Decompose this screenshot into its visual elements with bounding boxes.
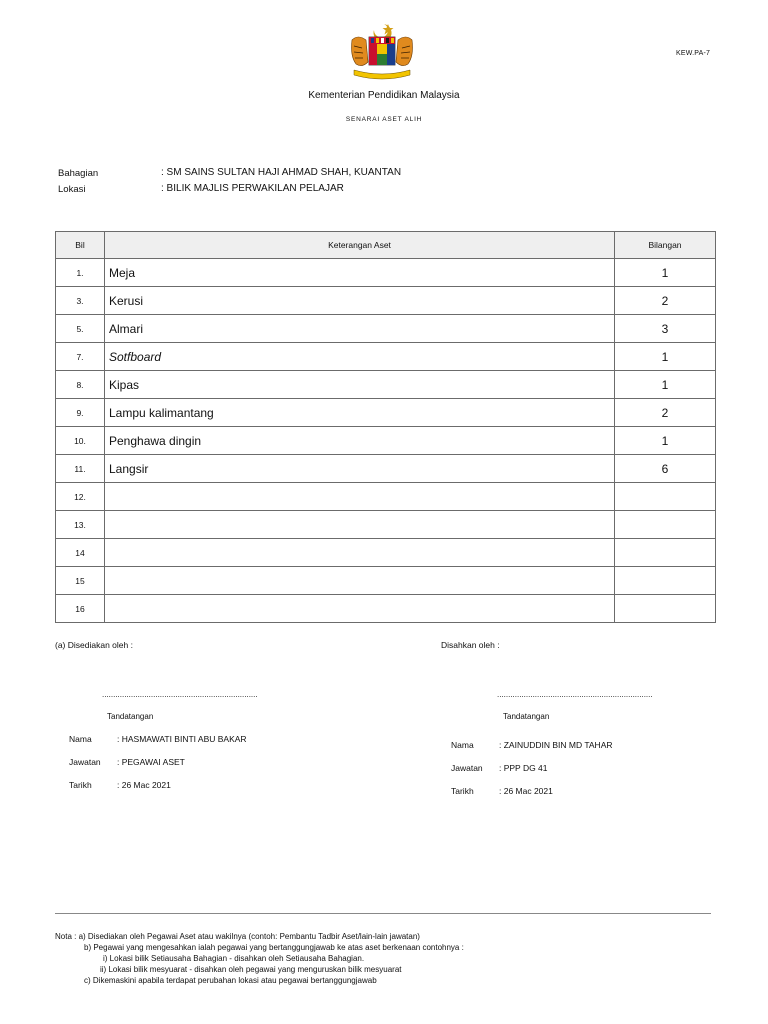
row-quantity: 1 [615, 427, 716, 455]
prepared-tarikh-label: Tarikh [69, 780, 92, 790]
row-quantity [615, 511, 716, 539]
prepared-nama-value: : HASMAWATI BINTI ABU BAKAR [117, 734, 247, 744]
header-bil: Bil [56, 232, 105, 259]
row-quantity: 1 [615, 343, 716, 371]
lokasi-value: : BILIK MAJLIS PERWAKILAN PELAJAR [161, 183, 344, 194]
prepared-signature-line: ...................................................................... [102, 690, 258, 699]
table-row [56, 343, 716, 371]
prepared-tarikh-row [69, 780, 171, 790]
table-row [56, 455, 716, 483]
row-number: 3. [56, 287, 105, 315]
row-description: Langsir [105, 455, 615, 483]
note-line: c) Dikemaskini apabila terdapat perubahan lokasi atau pegawai bertanggungjawab [84, 976, 377, 985]
prepared-jawatan-row [69, 757, 185, 767]
approved-jawatan-value: : PPP DG 41 [499, 763, 548, 773]
approved-tarikh-label: Tarikh [451, 786, 474, 796]
document-title: SENARAI ASET ALIH [345, 116, 423, 123]
row-number: 16 [56, 595, 105, 623]
prepared-jawatan-label: Jawatan [69, 757, 101, 767]
row-number: 14 [56, 539, 105, 567]
row-number: 1. [56, 259, 105, 287]
approved-by-heading: Disahkan oleh : [441, 640, 500, 650]
form-code: KEW.PA-7 [676, 50, 711, 57]
table-row [56, 287, 716, 315]
prepared-tarikh-value: : 26 Mac 2021 [117, 780, 171, 790]
row-description [105, 595, 615, 623]
row-number: 7. [56, 343, 105, 371]
table-row [56, 511, 716, 539]
bahagian-value: : SM SAINS SULTAN HAJI AHMAD SHAH, KUANTAN [161, 167, 402, 178]
note-line: Nota : a) Disediakan oleh Pegawai Aset atau wakilnya (contoh: Pembantu Tadbir Aset/lain-lain jawatan) [55, 932, 420, 941]
row-quantity [615, 483, 716, 511]
table-row [56, 595, 716, 623]
table-row [56, 399, 716, 427]
approved-nama-label: Nama [451, 740, 474, 750]
notes-block [55, 931, 735, 986]
table-row [56, 259, 716, 287]
prepared-jawatan-value: : PEGAWAI ASET [117, 757, 185, 767]
approved-nama-row [451, 740, 613, 750]
row-quantity: 1 [615, 259, 716, 287]
table-header-row [56, 232, 716, 259]
note-line: ii) Lokasi bilik mesyuarat - disahkan oleh pegawai yang menguruskan bilik mesyuarat [100, 965, 402, 974]
row-description: Sotfboard [105, 343, 615, 371]
row-description: Meja [105, 259, 615, 287]
prepared-signature-label: Tandatangan [107, 712, 154, 721]
row-number: 15 [56, 567, 105, 595]
approved-signature-label: Tandatangan [503, 712, 550, 721]
row-quantity: 1 [615, 371, 716, 399]
row-number: 10. [56, 427, 105, 455]
row-quantity [615, 567, 716, 595]
approved-nama-value: : ZAINUDDIN BIN MD TAHAR [499, 740, 613, 750]
row-description: Penghawa dingin [105, 427, 615, 455]
row-description: Lampu kalimantang [105, 399, 615, 427]
row-description [105, 539, 615, 567]
approved-jawatan-row [451, 763, 548, 773]
row-description [105, 511, 615, 539]
row-number: 5. [56, 315, 105, 343]
table-row [56, 315, 716, 343]
row-quantity: 2 [615, 399, 716, 427]
bahagian-label: Bahagian [58, 168, 99, 179]
notes-divider [55, 913, 711, 914]
table-row [56, 427, 716, 455]
row-description [105, 483, 615, 511]
prepared-nama-label: Nama [69, 734, 92, 744]
table-row [56, 371, 716, 399]
note-line: i) Lokasi bilik Setiausaha Bahagian - disahkan oleh Setiausaha Bahagian. [103, 954, 365, 963]
row-quantity: 3 [615, 315, 716, 343]
row-description: Kerusi [105, 287, 615, 315]
row-description: Almari [105, 315, 615, 343]
prepared-by-heading: (a) Disediakan oleh : [55, 640, 133, 650]
row-quantity: 6 [615, 455, 716, 483]
row-number: 13. [56, 511, 105, 539]
note-line: b) Pegawai yang mengesahkan ialah pegawai yang bertanggungjawab ke atas aset berkenaan contohnya : [84, 943, 464, 952]
header-keterangan: Keterangan Aset [105, 232, 615, 259]
header-bilangan: Bilangan [615, 232, 716, 259]
approved-jawatan-label: Jawatan [451, 763, 483, 773]
table-row [56, 539, 716, 567]
approved-tarikh-row [451, 786, 553, 796]
table-row [56, 567, 716, 595]
approved-tarikh-value: : 26 Mac 2021 [499, 786, 553, 796]
lokasi-label: Lokasi [58, 184, 86, 195]
approved-signature-line: ...................................................................... [497, 690, 653, 699]
row-number: 12. [56, 483, 105, 511]
row-quantity [615, 539, 716, 567]
coat-of-arms-icon [340, 20, 424, 82]
table-row [56, 483, 716, 511]
row-number: 11. [56, 455, 105, 483]
row-quantity [615, 595, 716, 623]
row-number: 9. [56, 399, 105, 427]
asset-table [55, 231, 716, 623]
row-quantity: 2 [615, 287, 716, 315]
row-number: 8. [56, 371, 105, 399]
row-description [105, 567, 615, 595]
prepared-nama-row [69, 734, 247, 744]
row-description: Kipas [105, 371, 615, 399]
ministry-name: Kementerian Pendidikan Malaysia [308, 90, 460, 101]
